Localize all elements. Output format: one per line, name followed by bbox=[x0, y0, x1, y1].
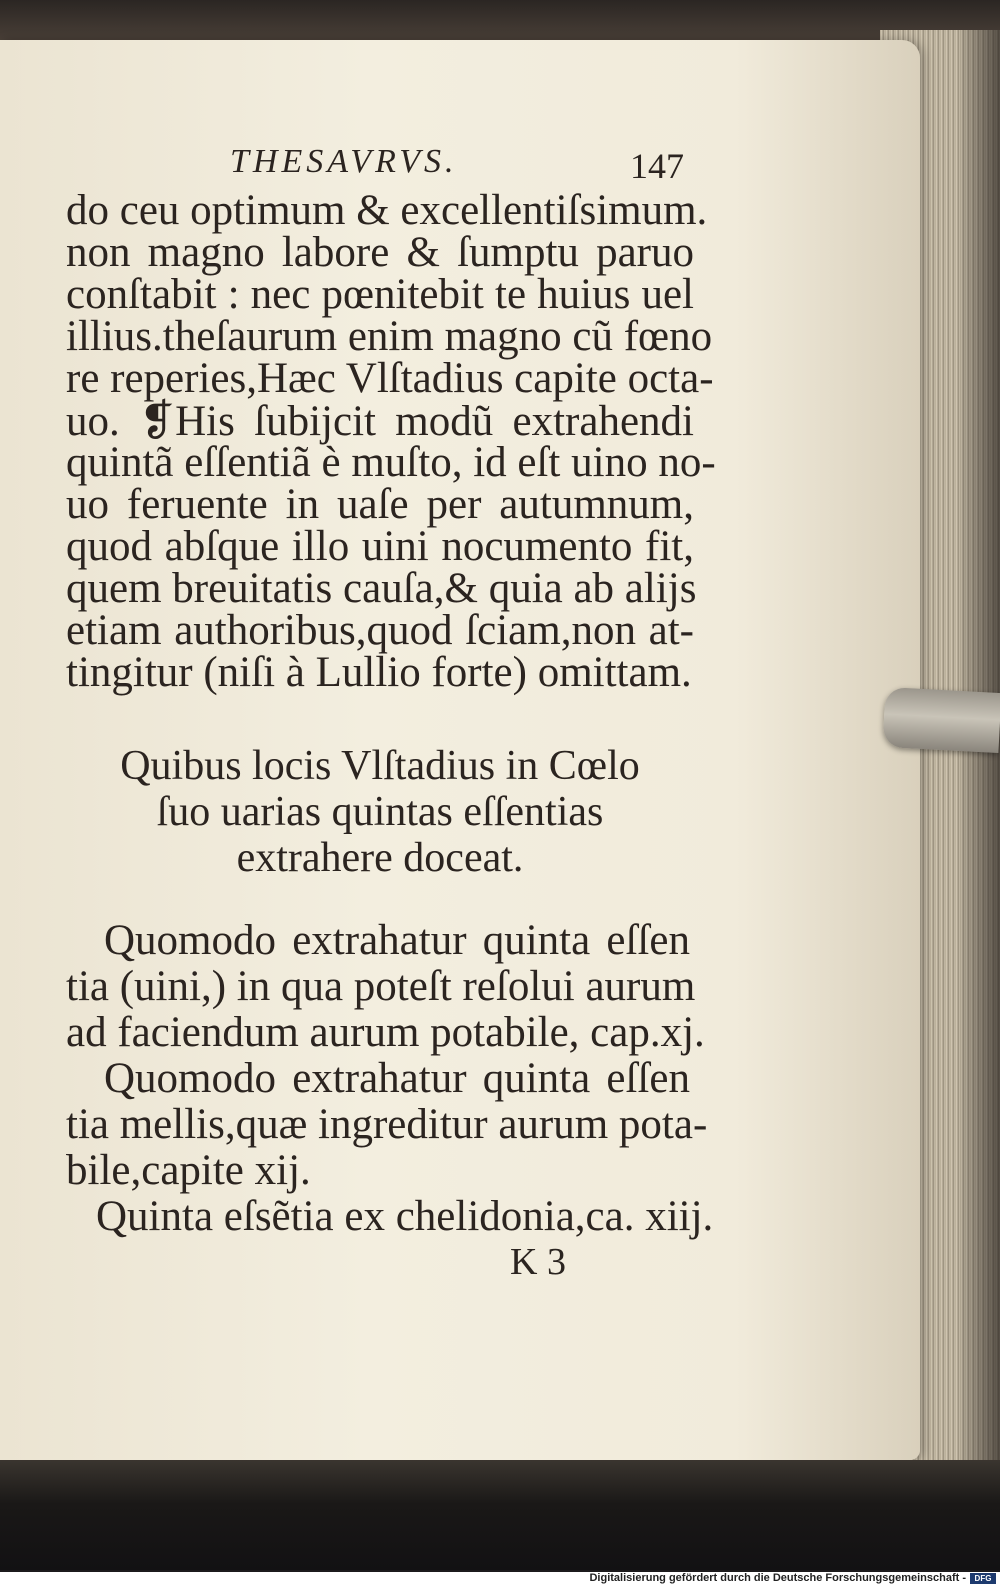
dfg-logo: DFG bbox=[970, 1573, 996, 1584]
body-line: illius.theſaurum enim magno cũ fœno bbox=[66, 313, 713, 360]
bottom-background bbox=[0, 1460, 1000, 1570]
entry-line: Quomodo extrahatur quinta eſſen bbox=[104, 1055, 690, 1102]
section-heading-line: ſuo uarias quintas eſſentias bbox=[156, 789, 604, 835]
body-line: etiam authoribus,quod ſciam,non at- bbox=[66, 607, 694, 654]
page-number: 147 bbox=[630, 146, 684, 186]
body-line: quintã eſſentiã è muſto, id eſt uino no- bbox=[66, 439, 716, 486]
body-line: tingitur (niſi à Lullio forte) omittam. bbox=[66, 649, 692, 696]
body-line: conſtabit : nec pœnitebit te huius uel bbox=[66, 271, 694, 318]
body-line: quod abſque illo uini nocumento fit, bbox=[66, 523, 694, 570]
body-line: uo feruente in uaſe per autumnum, bbox=[66, 481, 694, 528]
entry-line: tia mellis,quæ ingreditur aurum pota- bbox=[66, 1101, 708, 1148]
entry-line: ad faciendum aurum potabile, cap.xj. bbox=[66, 1009, 705, 1056]
signature-mark: K 3 bbox=[510, 1241, 566, 1283]
entry-line: Quomodo extrahatur quinta eſſen bbox=[104, 917, 690, 964]
entry-line: Quinta eſsẽtia ex chelidonia,ca. xiij. bbox=[96, 1193, 714, 1240]
body-line: quem breuitatis cauſa,& quia ab alijs bbox=[66, 565, 697, 612]
entry-line: bile,capite xij. bbox=[66, 1147, 311, 1194]
body-line: do ceu optimum & excellentiſsimum. bbox=[66, 187, 708, 234]
entry-line: tia (uini,) in qua poteſt reſolui aurum bbox=[66, 963, 696, 1010]
footer-bar bbox=[0, 1572, 1000, 1585]
body-line: uo. ❡His ſubijcit modũ extrahendi bbox=[66, 398, 694, 445]
section-heading-line: extrahere doceat. bbox=[236, 835, 524, 881]
body-line: re reperies,Hæc Vlſtadius capite octa- bbox=[66, 355, 714, 402]
bookmark-clip bbox=[883, 687, 1000, 753]
body-line: non magno labore & ſumptu paruo bbox=[66, 229, 694, 276]
running-head: THESAVRVS. bbox=[230, 143, 458, 180]
section-heading-line: Quibus locis Vlſtadius in Cœlo bbox=[120, 743, 640, 789]
footer-credit: Digitalisierung gefördert durch die Deutsche Forschungsgemeinschaft - bbox=[589, 1572, 966, 1584]
